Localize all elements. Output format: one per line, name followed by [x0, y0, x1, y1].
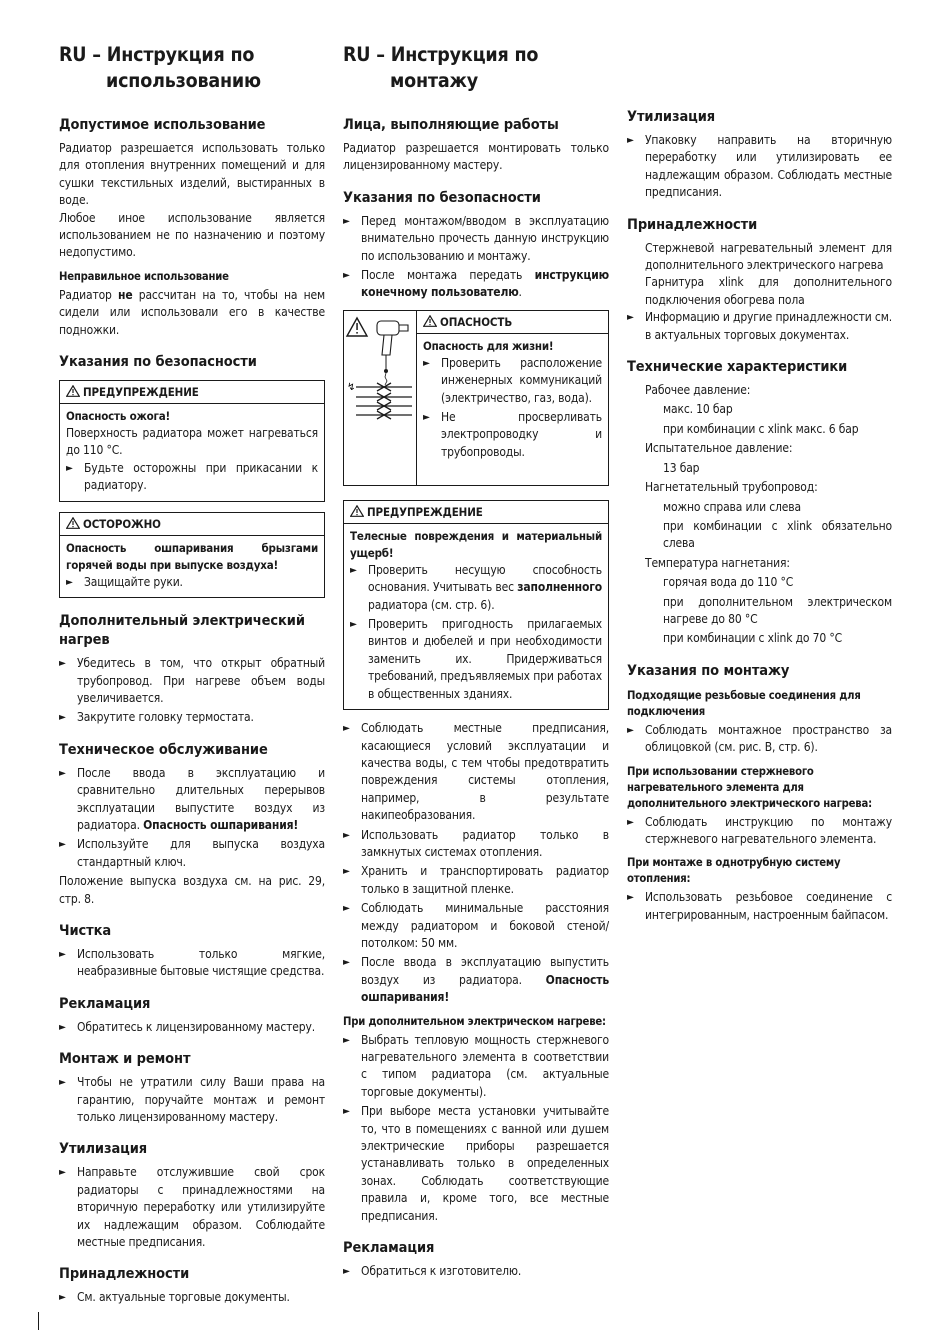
- column-usage: [59, 42, 325, 1309]
- list-item: ► После монтажа передать инструкцию конечному пользователю.: [343, 267, 609, 302]
- paragraph: Поверхность радиатора может нагреваться до 110 °C.: [66, 426, 318, 458]
- list-item: ► Соблюдать монтажное пространство за облицовкой (см. рис. B, стр. 6).: [627, 722, 892, 757]
- title-line-2: использованию: [106, 69, 261, 92]
- danger-lead: Опасность для жизни!: [423, 338, 554, 353]
- spec-value: при комбинации с xlink до 70 °C: [663, 631, 842, 646]
- heading-cleaning: Чистка: [59, 922, 112, 939]
- column-installation-continued: [627, 108, 892, 926]
- paragraph: Радиатор не рассчитан на то, чтобы на нем сидели или использовали его в качестве подножки.: [59, 287, 325, 337]
- column-installation: [343, 42, 609, 1282]
- paragraph: Радиатор разрешается монтировать только лицензированному мастеру.: [343, 141, 609, 173]
- heading-accessories: Принадлежности: [59, 1266, 190, 1283]
- heading-personnel: Лица, выполняющие работы: [343, 117, 559, 133]
- spec-value: горячая вода до 110 °C: [663, 575, 794, 590]
- list-item: ► Убедитесь в том, что открыт обратный трубопровод. При нагреве объем воды увеличивается.: [59, 655, 325, 707]
- caution-box: [59, 512, 325, 598]
- heading-accessories: Принадлежности: [627, 216, 758, 233]
- page-margin-rule: [38, 1312, 39, 1330]
- list-item: ► Проверить несущую способность основания. Учитывать вес заполненного радиатора (см. стр. 6).: [350, 562, 602, 614]
- warning-title: ПРЕДУПРЕЖДЕНИЕ: [344, 501, 608, 524]
- spec-value: макс. 10 бар: [663, 402, 733, 417]
- subheading: При монтаже в однотрубную систему отопления:: [627, 856, 841, 886]
- heading-safety: Указания по безопасности: [59, 354, 257, 371]
- paragraph: Положение выпуска воздуха см. на рис. 29, стр. 8.: [59, 874, 325, 906]
- list-item: ► Обратитесь к лицензированному мастеру.: [59, 1019, 325, 1036]
- list-item: ► Не просверливать электропроводку и трубопроводы.: [423, 409, 602, 461]
- heading-complaint: Рекламация: [59, 995, 151, 1012]
- heading-complaint: Рекламация: [343, 1240, 435, 1257]
- paragraph: Стержневой нагревательный элемент для дополнительного электрического нагрева: [645, 240, 892, 273]
- heading-safety: Указания по безопасности: [343, 189, 541, 206]
- page-title-installation: [343, 42, 609, 94]
- subheading-misuse: Неправильное использование: [59, 269, 229, 283]
- danger-title: ОПАСНОСТЬ: [417, 311, 608, 334]
- list-item: ► Соблюдать инструкцию по монтажу стержневого нагревательного элемента.: [627, 814, 892, 849]
- heading-maintenance: Техническое обслуживание: [59, 741, 268, 758]
- paragraph: Гарнитура xlink для дополнительного подключения обогрева пола: [645, 275, 892, 307]
- warning-triangle-icon: [350, 505, 364, 517]
- drill-pipe-illustration: [344, 311, 417, 485]
- warning-triangle-icon: [66, 517, 80, 529]
- spec-label: Нагнетательный трубопровод:: [645, 480, 818, 495]
- title-line-2: монтажу: [390, 69, 479, 92]
- warning-title: ПРЕДУПРЕЖДЕНИЕ: [60, 381, 324, 404]
- list-item: ► Хранить и транспортировать радиатор только в защитной пленке.: [343, 863, 609, 898]
- spec-value: при комбинации с xlink макс. 6 бар: [663, 421, 859, 436]
- list-item: ► Обратиться к изготовителю.: [343, 1263, 609, 1280]
- heading-electric-heating: Дополнительный электрический нагрев: [59, 613, 305, 649]
- spec-value: можно справа или слева: [663, 499, 801, 514]
- list-item: ► Используйте для выпуска воздуха стандартный ключ.: [59, 836, 325, 871]
- warning-box: [59, 380, 325, 502]
- list-item: ► Соблюдать местные предписания, касающиеся условий эксплуатации и качества воды, с тем чтобы предотвратить повреждения системы отопления, например, в результате накипеобразования.: [343, 720, 609, 824]
- svg-text:↯: ↯: [347, 381, 356, 393]
- page-title-usage: [59, 42, 325, 94]
- spec-value: при дополнительном электрическом нагреве до 80 °C: [663, 594, 892, 626]
- list-item: ► Использовать резьбовое соединение с интегрированным, настроенным байпасом.: [627, 889, 892, 924]
- list-item: ► Будьте осторожны при прикасании к радиатору.: [66, 460, 318, 495]
- subheading: Подходящие резьбовые соединения для подключения: [627, 688, 861, 718]
- heading-disposal: Утилизация: [59, 1141, 148, 1158]
- subheading: При использовании стержневого нагревательного элемента для дополнительного электрического нагрева:: [627, 764, 872, 810]
- list-item: ► Защищайте руки.: [66, 574, 318, 591]
- list-item: ► Соблюдать минимальные расстояния между радиатором и боковой стеной/потолком: 50 мм.: [343, 900, 609, 952]
- spec-label: Испытательное давление:: [645, 441, 793, 456]
- spec-value: при комбинации с xlink обязательно слева: [663, 518, 892, 551]
- warning-box: [343, 500, 609, 710]
- list-item: ► Проверить расположение инженерных коммуникаций (электричество, газ, вода).: [423, 355, 602, 407]
- paragraph: Радиатор разрешается использовать только для отопления внутренних помещений и для сушки текстильных изделий, выстиранных в воде.: [59, 141, 325, 208]
- list-item: ► Чтобы не утратили силу Ваши права на гарантию, поручайте монтаж и ремонт только лицензированному мастеру.: [59, 1074, 325, 1126]
- list-item: ► Упаковку направить на вторичную переработку или утилизировать ее надлежащим образом. Соблюдать местные предписания.: [627, 132, 892, 202]
- drill-hazard-icon: [344, 311, 416, 481]
- list-item: ► Использовать только мягкие, неабразивные бытовые чистящие средства.: [59, 946, 325, 981]
- heading-technical-data: Технические характеристики: [627, 359, 848, 376]
- list-item: ► Закрутите головку термостата.: [59, 709, 325, 726]
- spec-value: 13 бар: [663, 460, 700, 475]
- heading-disposal: Утилизация: [627, 109, 716, 125]
- heading-intended-use: Допустимое использование: [59, 117, 266, 133]
- warning-lead: Опасность ожога!: [66, 409, 171, 424]
- list-item: ► После ввода в эксплуатацию и сравнительно длительных перерывов эксплуатации выпустите воздух из радиатора. Опасность ошпаривания!: [59, 765, 325, 835]
- spec-label: Температура нагнетания:: [645, 555, 790, 570]
- list-item: ► При выборе места установки учитывайте то, что в помещениях с ванной или душем электрические приборы разрешается устанавливать только в определенных зонах. Соблюдать соответствующие правила и, кроме того, все местные предписания.: [343, 1103, 609, 1225]
- danger-box: [343, 310, 609, 486]
- list-item: ► Выбрать тепловую мощность стержневого нагревательного элемента в соответствии с типом радиатора (см. актуальные торговые документы).: [343, 1032, 609, 1102]
- list-item: ► Проверить пригодность прилагаемых винтов и дюбелей и при необходимости заменить их. Придерживаться требований, предъявляемых при работах в общественных зданиях.: [350, 616, 602, 703]
- title-line-1: RU – Инструкция по: [343, 43, 539, 66]
- list-item: ► После ввода в эксплуатацию выпустить воздух из радиатора. Опасность ошпаривания!: [343, 954, 609, 1006]
- spec-label: Рабочее давление:: [645, 383, 751, 398]
- subheading-electric-heating: При дополнительном электрическом нагреве:: [343, 1014, 606, 1028]
- list-item: ► Перед монтажом/вводом в эксплуатацию внимательно прочесть данную инструкцию по использованию и монтажу.: [343, 213, 609, 265]
- list-item: ► Использовать радиатор только в замкнутых системах отопления.: [343, 827, 609, 862]
- list-item: ► Информацию и другие принадлежности см. в актуальных торговых документах.: [627, 309, 892, 344]
- list-item: ► См. актуальные торговые документы.: [59, 1289, 325, 1306]
- warning-lead: Телесные повреждения и материальный ущерб!: [350, 528, 602, 560]
- title-line-1: RU – Инструкция по: [59, 43, 255, 66]
- warning-triangle-icon: [423, 315, 437, 327]
- caution-title: ОСТОРОЖНО: [60, 513, 324, 536]
- list-item: ► Направьте отслужившие свой срок радиаторы с принадлежностями на вторичную переработку или утилизируйте их надлежащим образом. Соблюдайте местные предписания.: [59, 1164, 325, 1251]
- heading-installation-notes: Указания по монтажу: [627, 662, 790, 679]
- heading-installation-repair: Монтаж и ремонт: [59, 1051, 191, 1068]
- warning-triangle-icon: [66, 385, 80, 397]
- paragraph: Любое иное использование является использованием не по назначению и поэтому недопустимо.: [59, 210, 325, 260]
- caution-lead: Опасность ошпаривания брызгами горячей воды при выпуске воздуха!: [66, 540, 318, 572]
